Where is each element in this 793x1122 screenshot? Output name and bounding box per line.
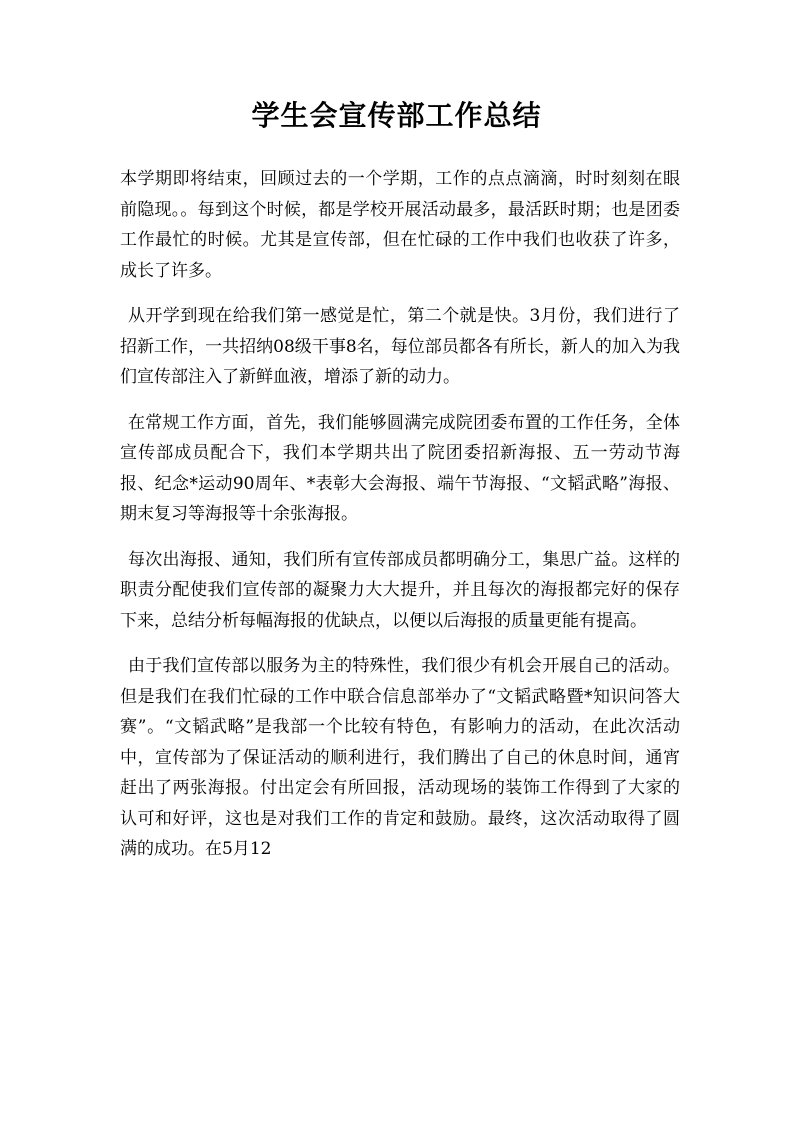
paragraph-3: 在常规工作方面，首先，我们能够圆满完成院团委布置的工作任务，全体宣传部成员配合下，我们本学期共出了院团委招新海报、五一劳动节海报、纪念*运动90周年、*表彰大会海报、端午节海报、“文韬武略”海报、期末复习等海报等十余张海报。 <box>120 412 680 524</box>
paragraph-1: 本学期即将结束，回顾过去的一个学期，工作的点点滴滴，时时刻刻在眼前隐现。。每到这个时候，都是学校开展活动最多，最活跃时期；也是团委工作最忙的时候。尤其是宣传部，但在忙碌的工作中我们也收获了许多，成长了许多。 <box>120 169 680 281</box>
document-body <box>120 164 680 880</box>
document-title: 学生会宣传部工作总结 <box>251 99 542 132</box>
paragraph-2: 从开学到现在给我们第一感觉是忙，第二个就是快。3月份，我们进行了招新工作，一共招纳08级干事8名，每位部员都各有所长，新人的加入为我们宣传部注入了新鲜血液，增添了新的动力。 <box>120 306 680 387</box>
paragraph-4: 每次出海报、通知，我们所有宣传部成员都明确分工，集思广益。这样的职责分配使我们宣传部的凝聚力大大提升，并且每次的海报都完好的保存下来，总结分析每幅海报的优缺点，以便以后海报的质量更能有提高。 <box>120 549 680 631</box>
paragraph-5: 由于我们宣传部以服务为主的特殊性，我们很少有机会开展自己的活动。但是我们在我们忙碌的工作中联合信息部举办了“文韬武略暨*知识问答大赛”。“文韬武略”是我部一个比较有特色，有影响力的活动，在此次活动中，宣传部为了保证活动的顺利进行，我们腾出了自己的休息时间，通宵赶出了两张海报。付出定会有所回报，活动现场的装饰工作得到了大家的认可和好评，这也是对我们工作的肯定和鼓励。最终，这次活动取得了圆满的成功。在5月12 <box>120 656 680 859</box>
